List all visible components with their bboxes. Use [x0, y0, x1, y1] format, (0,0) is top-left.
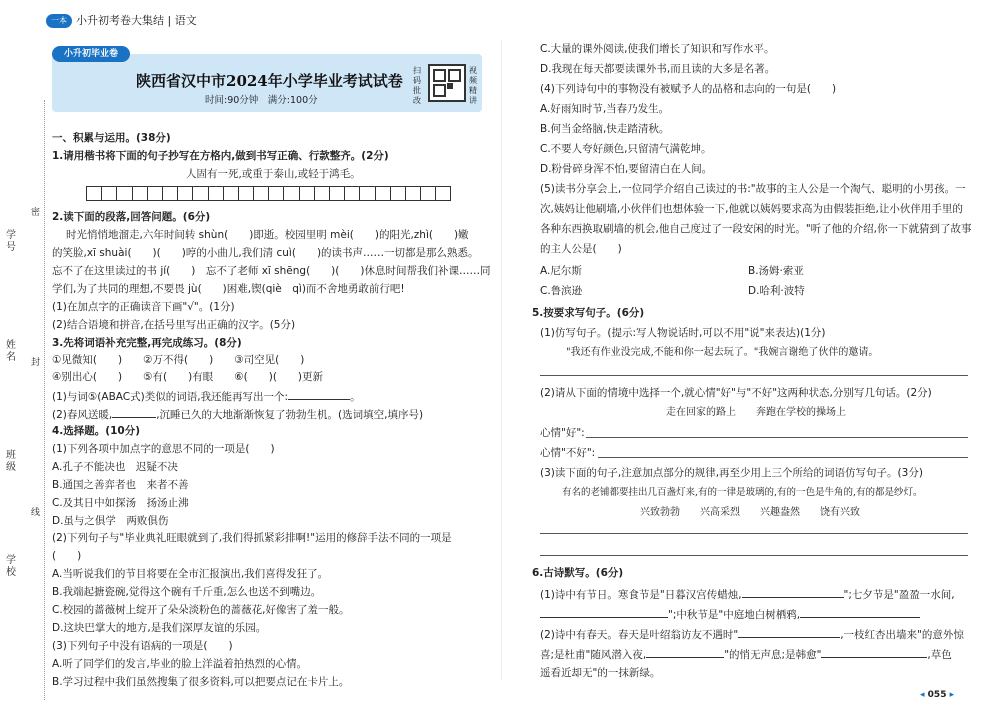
answer-blank[interactable] — [821, 646, 927, 658]
q5-prompt: 5.按要求写句子。(6分) — [532, 307, 645, 319]
q4-4-option-a: A.好雨知时节,当春乃发生。 — [540, 103, 670, 115]
q5-3-example: 有名的老铺都要挂出几百盏灯来,有的一律是玻璃的,有的一色是牛角的,有的都是纱灯。 — [562, 487, 923, 498]
q2-passage-line3: 忘不了在这里读过的书 jí( ) 忘不了老师 xī shēng( )( )休息时间帮我们补课……同 — [52, 265, 491, 277]
q4-4-option-c: C.不要人夸好颜色,只留清气满乾坤。 — [540, 143, 712, 155]
seal-mark-mi: 密 — [31, 208, 41, 218]
q2-passage-line2: 的笑脸,xī shuài( )( )哼的小曲儿,我们清 cuì( )的读书声……一切都是那么熟悉。 — [52, 247, 479, 259]
q1-sentence: 人固有一死,或重于泰山,或轻于鸿毛。 — [186, 168, 361, 180]
answer-blank[interactable] — [288, 388, 350, 400]
qr-right-label: 视频精讲 — [469, 66, 477, 105]
q2-sub1: (1)在加点字的正确读音下画"√"。(1分) — [52, 301, 235, 313]
column-divider — [501, 40, 502, 680]
q4-2-option-c: C.校园的蔷薇树上绽开了朵朵淡粉色的蔷薇花,好像害了羞一般。 — [52, 604, 350, 616]
q4-3-option-a: A.听了同学们的发言,毕业的脸上洋溢着拍热烈的心情。 — [52, 658, 308, 670]
class-label: 班级 — [6, 450, 16, 473]
q4-1-option-c: C.及其日中如探汤 扬汤止沸 — [52, 497, 189, 509]
q4-5-line2: 次,姨妈让他刷墙,小伙伴们也想体验一下,他就以姨妈要求高为由假装拒绝,让小伙伴用手里的 — [540, 203, 963, 215]
q4-4-stem: (4)下列诗句中的事物没有被赋予人的品格和志向的一句是( ) — [540, 83, 837, 95]
q4-4-option-d: D.粉骨碎身浑不怕,要留清白在人间。 — [540, 163, 713, 175]
q2-passage-line1: 时光悄悄地溜走,六年时间转 shùn( )即逝。校园里明 mèi( )的阳光,zhì( )嫩 — [66, 229, 469, 241]
q1-prompt: 1.请用楷书将下面的句子抄写在方格内,做到书写正确、行款整齐。(2分) — [52, 150, 389, 162]
q4-5-line3: 各种东西换取刷墙的机会,他自己度过了一段安闲的时光。"听了他的介绍,你一下就猜到了故事 — [540, 223, 972, 235]
binding-line — [44, 100, 45, 700]
q2-sub2: (2)结合语境和拼音,在括号里写出正确的汉字。(5分) — [52, 319, 296, 331]
name-label: 姓名 — [6, 340, 16, 363]
q4-3-stem: (3)下列句子中没有语病的一项是( ) — [52, 640, 233, 652]
q5-1-answer-line[interactable] — [540, 375, 968, 376]
q5-1-stem: (1)仿写句子。(提示:写人物说话时,可以不用"说"来表达)(1分) — [540, 327, 826, 339]
q3-words-row1: ①见微知( ) ②万不得( ) ③司空见( ) — [52, 354, 305, 366]
q5-2-good-answer-line[interactable] — [586, 437, 968, 438]
writing-grid[interactable] — [86, 186, 451, 201]
q4-5-line1: (5)读书分享会上,一位同学介绍自己读过的书:"故事的主人公是一个淘气、聪明的小男孩。一 — [540, 183, 966, 195]
section-one-heading: 一、积累与运用。(38分) — [52, 132, 171, 144]
q2-passage-line4: 学们,为了共同的理想,不要畏 jù( )困难,锲(qiè qì)而不舍地勇敢前行吧! — [52, 283, 405, 295]
exam-meta: 时间:90分钟 满分:100分 — [205, 95, 318, 106]
q4-5-line4: 的主人公是( ) — [540, 243, 622, 255]
answer-blank[interactable] — [112, 406, 156, 418]
qr-left-label: 扫码批改 — [413, 66, 421, 105]
q4-3-option-d: D.我现在每天都要读课外书,而且读的大多是名著。 — [540, 63, 776, 75]
q6-2-line2: 喜;是杜甫"随风潜入夜, "的悄无声息;是韩愈" ,草色 — [540, 646, 952, 662]
q4-1-stem: (1)下列各项中加点字的意思不同的一项是( ) — [52, 443, 275, 455]
q4-2-option-d: D.这块巴掌大的地方,是我们深厚友谊的乐园。 — [52, 622, 267, 634]
q5-3-word-bank: 兴致勃勃 兴高采烈 兴趣盎然 饶有兴致 — [640, 507, 860, 518]
q3-words-row2: ④别出心( ) ⑤有( )有眼 ⑥( )( )更新 — [52, 371, 324, 383]
school-label: 学校 — [6, 555, 16, 578]
q4-4-option-b: B.何当金络脑,快走踏清秋。 — [540, 123, 670, 135]
q4-1-option-d: D.虽与之俱学 两败俱伤 — [52, 515, 169, 527]
q5-3-answer-line2[interactable] — [540, 555, 968, 556]
q3-prompt: 3.先将词语补充完整,再完成练习。(8分) — [52, 337, 242, 349]
answer-blank[interactable] — [646, 646, 724, 658]
q5-2-bad-answer-line[interactable] — [598, 457, 968, 458]
q6-2-line1: (2)诗中有春天。春天是叶绍翁访友不遇时" ,一枝红杏出墙来"的意外惊 — [540, 626, 964, 642]
q4-2-option-a: A.当听说我们的节目将要在全市汇报演出,我们喜得发狂了。 — [52, 568, 329, 580]
q4-2-stem: (2)下列句子与"毕业典礼旺眼就到了,我们得抓紧彩排啊!"运用的修辞手法不同的一项是 — [52, 532, 452, 544]
q4-3-option-c: C.大量的课外阅读,使我们增长了知识和写作水平。 — [540, 43, 775, 55]
q4-5-option-a: A.尼尔斯 — [540, 265, 582, 277]
q2-prompt: 2.读下面的段落,回答问题。(6分) — [52, 211, 211, 223]
q3-sub1: (1)与词⑤(ABAC式)类似的词语,我还能再写出一个: 。 — [52, 388, 361, 404]
q6-prompt: 6.古诗默写。(6分) — [532, 567, 624, 579]
prev-page-icon[interactable]: ◂ — [920, 690, 925, 700]
answer-blank[interactable] — [738, 626, 840, 638]
q6-2-line3: 遥看近却无"的一抹新绿。 — [540, 667, 661, 679]
series-title: 小升初考卷大集结 | 语文 — [76, 14, 197, 27]
q4-prompt: 4.选择题。(10分) — [52, 425, 141, 437]
exam-title: 陕西省汉中市2024年小学毕业考试试卷 — [136, 72, 403, 90]
answer-blank[interactable] — [540, 606, 668, 618]
seal-mark-feng: 封 — [31, 358, 41, 368]
seal-mark-xian: 线 — [31, 508, 41, 518]
q4-3-option-b: B.学习过程中我们虽然搜集了很多资料,可以把要点记在卡片上。 — [52, 676, 350, 688]
page-number: ◂ 055 ▸ — [920, 690, 955, 700]
q4-5-option-d: D.哈利·波特 — [748, 285, 805, 297]
answer-blank[interactable] — [800, 606, 920, 618]
q5-2-stem: (2)请从下面的情境中选择一个,就心情"好"与"不好"这两种状态,分别写几句话。(2分) — [540, 387, 932, 399]
q5-2-scenes: 走在回家的路上 奔跑在学校的操场上 — [666, 407, 846, 418]
q4-5-option-b: B.汤姆·索亚 — [748, 265, 804, 277]
q6-1-line2: ";中秋节是"中庭地白树栖鸦, — [540, 606, 920, 622]
logo: 一本 — [46, 14, 72, 28]
q3-sub2: (2)春风送暖, ,沉睡已久的大地渐渐恢复了勃勃生机。(选词填空,填序号) — [52, 406, 423, 422]
qr-code[interactable] — [428, 64, 466, 102]
q5-3-answer-line1[interactable] — [540, 533, 968, 534]
q4-1-option-a: A.孔子不能决也 迟疑不决 — [52, 461, 178, 473]
next-page-icon[interactable]: ▸ — [949, 690, 955, 700]
q4-5-option-c: C.鲁滨逊 — [540, 285, 583, 297]
q5-2-good-label: 心情"好": — [540, 427, 585, 439]
student-id-label: 学号 — [6, 230, 16, 253]
q5-3-stem: (3)读下面的句子,注意加点部分的规律,再至少用上三个所给的词语仿写句子。(3分) — [540, 467, 923, 479]
answer-blank[interactable] — [742, 586, 844, 598]
q4-2-paren: ( ) — [52, 550, 82, 562]
exam-badge: 小升初毕业卷 — [52, 46, 130, 62]
q5-1-example: "我还有作业没完成,不能和你一起去玩了。"我婉言谢绝了伙伴的邀请。 — [566, 347, 879, 358]
q4-2-option-b: B.我端起搪瓷碗,觉得这个碗有千斤重,怎么也送不到嘴边。 — [52, 586, 322, 598]
q6-1-line1: (1)诗中有节日。寒食节是"日暮汉宫传蜡烛, ";七夕节是"盈盈一水间, — [540, 586, 955, 602]
q5-2-bad-label: 心情"不好": — [540, 447, 596, 459]
q4-1-option-b: B.通国之善弈者也 来者不善 — [52, 479, 189, 491]
